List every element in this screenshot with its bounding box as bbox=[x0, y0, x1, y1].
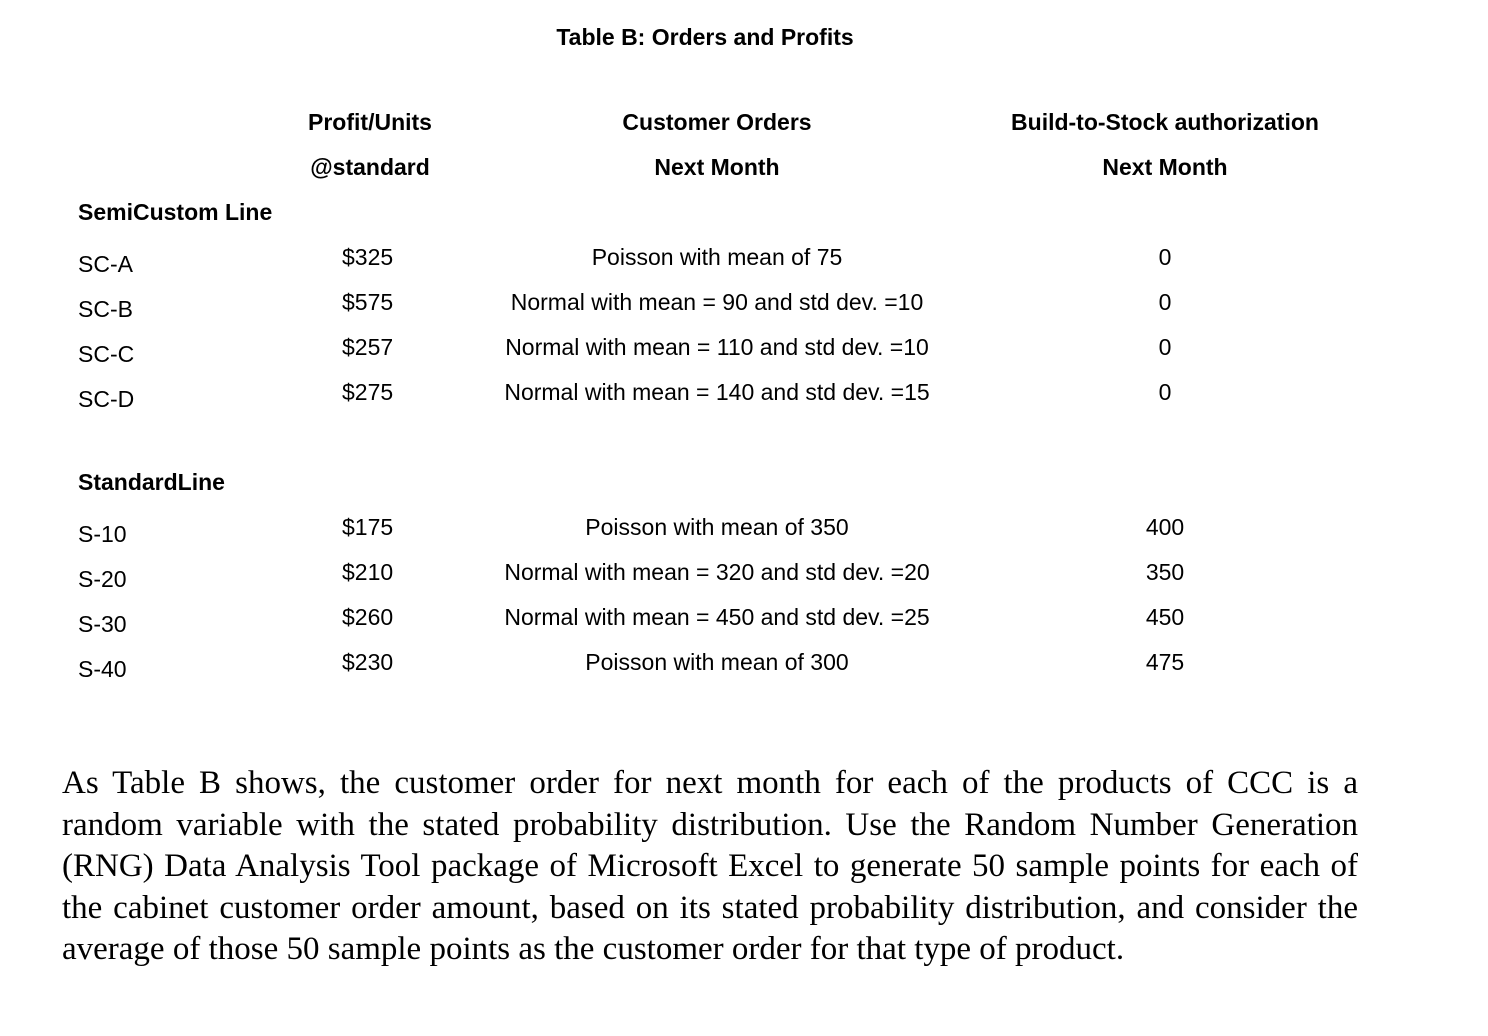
order-distribution: Normal with mean = 140 and std dev. =15 bbox=[504, 379, 930, 405]
header-orders-line-2: Next Month bbox=[654, 154, 780, 180]
order-distribution: Poisson with mean of 300 bbox=[585, 649, 849, 675]
profit-value: $260 bbox=[342, 604, 394, 630]
bts-value: 350 bbox=[1145, 559, 1185, 585]
table-title: Table B: Orders and Profits bbox=[556, 24, 854, 50]
header-bts-line-1: Build-to-Stock authorization bbox=[1011, 109, 1319, 135]
product-name: SC-C bbox=[78, 341, 135, 367]
profit-value: $575 bbox=[342, 289, 394, 315]
bts-value: 0 bbox=[1158, 289, 1172, 315]
body-paragraph: As Table B shows, the customer order for next month for each of the products of CCC is a random variable with the stated probability distribution. Use the Random Number Generation (RNG) Data Analysis Tool package of Microsoft Excel to generate 50 sample points for each of the cabinet customer order amount, based on its stated probability distribution, and consider the average of those 50 sample points as the customer order for that type of product. bbox=[62, 765, 1358, 967]
product-name: SC-B bbox=[78, 296, 133, 322]
profit-value: $275 bbox=[342, 379, 394, 405]
header-bts-line-2: Next Month bbox=[1102, 154, 1228, 180]
bts-value: 0 bbox=[1158, 379, 1172, 405]
profit-value: $175 bbox=[342, 514, 394, 540]
profit-value: $325 bbox=[342, 244, 394, 270]
product-name: S-30 bbox=[78, 611, 127, 637]
order-distribution: Normal with mean = 320 and std dev. =20 bbox=[504, 559, 930, 585]
bts-value: 400 bbox=[1145, 514, 1185, 540]
product-name: SC-D bbox=[78, 386, 135, 412]
header-orders-line-1: Customer Orders bbox=[622, 109, 812, 135]
profit-value: $210 bbox=[342, 559, 394, 585]
bts-value: 0 bbox=[1158, 334, 1172, 360]
header-profit-line-1: Profit/Units bbox=[308, 109, 432, 135]
bts-value: 475 bbox=[1145, 649, 1185, 675]
header-profit-line-2: @standard bbox=[310, 154, 430, 180]
section-title-semicustom: SemiCustom Line bbox=[78, 199, 273, 225]
order-distribution: Normal with mean = 110 and std dev. =10 bbox=[505, 334, 929, 360]
section-title-standard: StandardLine bbox=[78, 469, 225, 495]
product-name: SC-A bbox=[78, 251, 133, 277]
bts-value: 0 bbox=[1158, 244, 1172, 270]
profit-value: $257 bbox=[342, 334, 394, 360]
product-name: S-10 bbox=[78, 521, 127, 547]
order-distribution: Normal with mean = 90 and std dev. =10 bbox=[510, 289, 924, 315]
order-distribution: Normal with mean = 450 and std dev. =25 bbox=[504, 604, 930, 630]
bts-value: 450 bbox=[1145, 604, 1185, 630]
profit-value: $230 bbox=[342, 649, 394, 675]
product-name: S-20 bbox=[78, 566, 127, 592]
product-name: S-40 bbox=[78, 656, 127, 682]
order-distribution: Poisson with mean of 350 bbox=[585, 514, 849, 540]
order-distribution: Poisson with mean of 75 bbox=[591, 244, 843, 270]
